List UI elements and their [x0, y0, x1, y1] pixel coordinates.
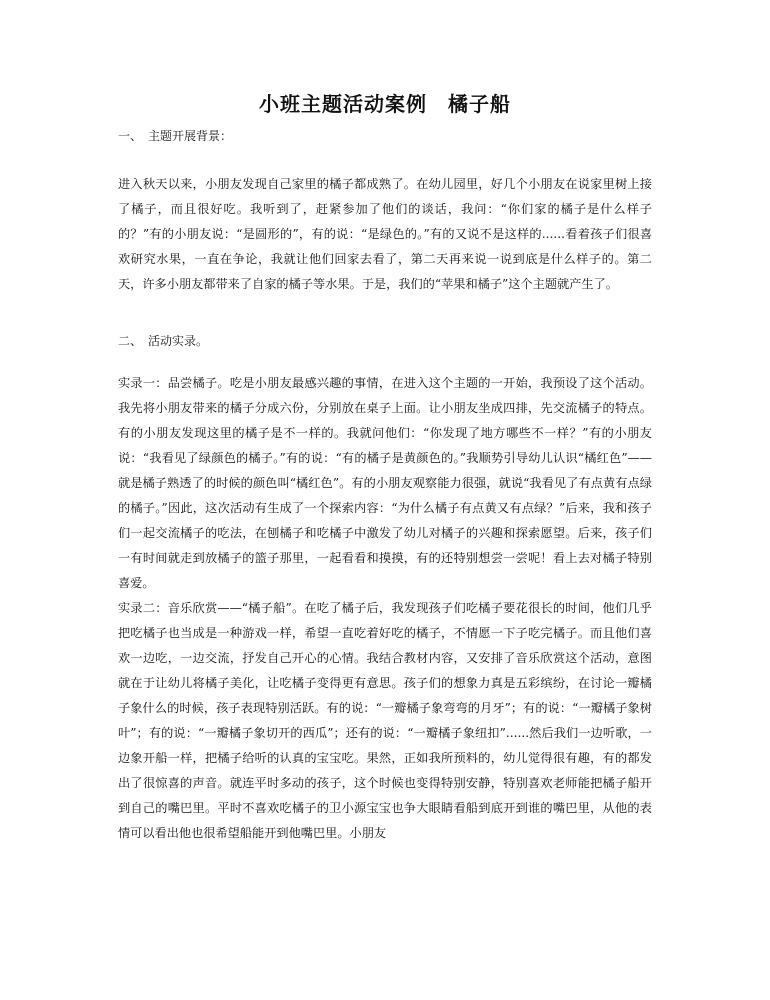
section-heading-text: 活动实录。: [148, 334, 209, 348]
paragraph-record-2: 实录二：音乐欣赏——“橘子船”。在吃了橘子后，我发现孩子们吃橘子要花很长的时间，他们几乎把吃橘子也当成是一种游戏一样，希望一直吃着好吃的橘子，不情愿一下子吃完橘子。而且他们喜欢一边吃，一边交流，抒发自己开心的心情。我结合教材内容，又安排了音乐欣赏这个活动，意图就在于让幼儿将橘子美化，让吃橘子变得更有意思。孩子们的想象力真是五彩缤纷，在讨论一瓣橘子象什么的时候，孩子表现特别活跃。有的说：“一瓣橘子象弯弯的月牙”；有的说：“一瓣橘子象树叶”；有的说：“一瓣橘子象切开的西瓜”；还有的说：“一瓣橘子象纽扣”......然后我们一边听歌，一边象开船一样，把橘子给听的认真的宝宝吃。果然，正如我所预料的，幼儿觉得很有趣，有的都发出了很惊喜的声音。就连平时多动的孩子，这个时候也变得特别安静，特别喜欢老师能把橘子船开到自己的嘴巴里。平时不喜欢吃橘子的卫小源宝宝也争大眼睛看船到底开到谁的嘴巴里，从他的表情可以看出他也很希望船能开到他嘴巴里。小朋友: [118, 601, 652, 840]
document-title: 小班主题活动案例 橘子船: [259, 92, 511, 116]
section-number: 二、: [118, 334, 143, 348]
paragraph-record-1: 实录一：品尝橘子。吃是小朋友最感兴趣的事情，在进入这个主题的一开始，我预设了这个活动。我先将小朋友带来的橘子分成六份，分别放在桌子上面。让小朋友坐成四排，先交流橘子的特点。有的小朋友发现这里的橘子是不一样的。我就问他们：“你发现了地方哪些不一样？”有的小朋友说：“我看见了绿颜色的橘子。”有的说：“有的橘子是黄颜色的。”我顺势引导幼儿认识“橘红色”——就是橘子熟透了的时候的颜色叫“橘红色”。有的小朋友观察能力很强，就说“我看见了有点黄有点绿的橘子。”因此，这次活动有生成了一个探索内容：“为什么橘子有点黄又有点绿？”后来，我和孩子们一起交流橘子的吃法，在刨橘子和吃橘子中激发了幼儿对橘子的兴趣和探索愿望。后来，孩子们一有时间就走到放橘子的篮子那里，一起看看和摸摸，有的还特别想尝一尝呢！看上去对橘子特别喜爱。: [118, 376, 652, 590]
paragraph-background: 进入秋天以来，小朋友发现自己家里的橘子都成熟了。在幼儿园里，好几个小朋友在说家里树上接了橘子，而且很好吃。我听到了，赶紧参加了他们的谈话，我问：“你们家的橘子是什么样子的？”有的小朋友说：“是圆形的”，有的说：“是绿色的。”有的又说不是这样的......看着孩子们很喜欢研究水果，一直在争论，我就让他们回家去看了，第二天再来说一说到底是什么样子的。第二天，许多小朋友都带来了自家的橘子等水果。于是，我们的“苹果和橘子”这个主题就产生了。: [118, 177, 652, 291]
section-heading-background: [118, 128, 652, 144]
section-number: 一、: [118, 129, 143, 143]
section-heading-text: 主题开展背景：: [148, 129, 233, 143]
section-heading-records: [118, 333, 652, 349]
